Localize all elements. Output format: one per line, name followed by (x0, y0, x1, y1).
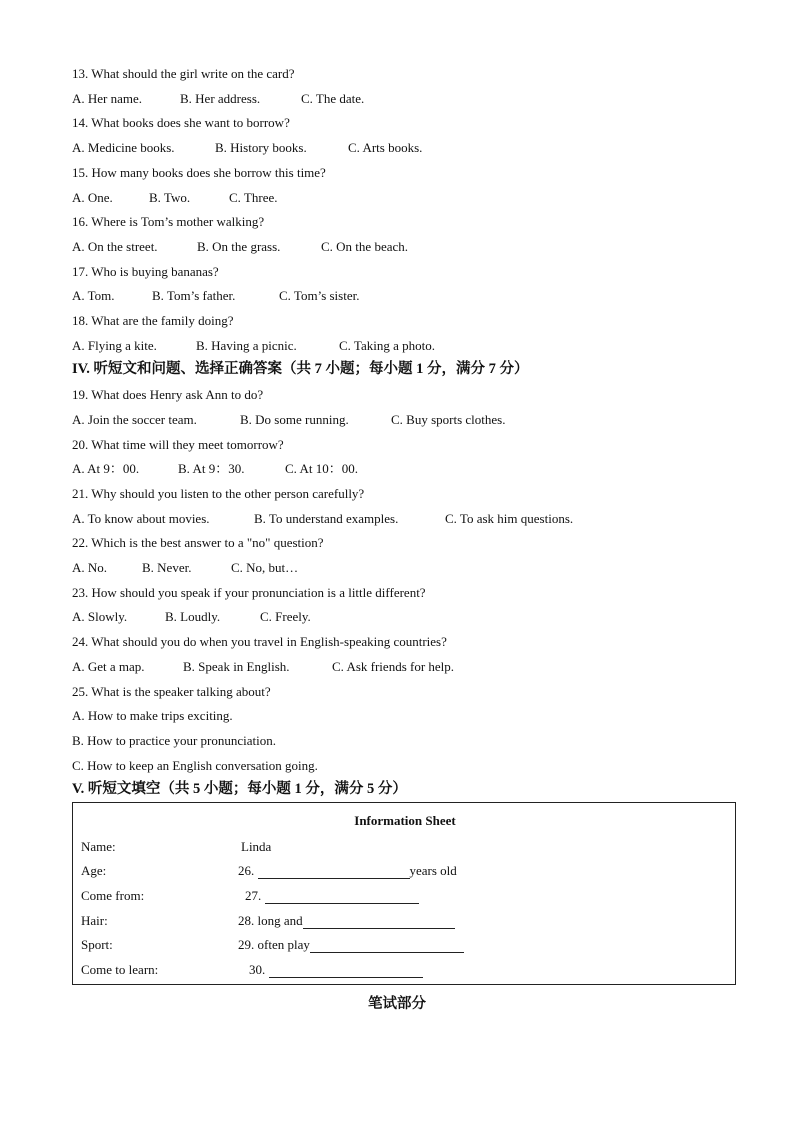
option-13c: C. The date. (301, 91, 365, 106)
question-13: 13. What should the girl write on the card? (72, 66, 295, 81)
question-20: 20. What time will they meet tomorrow? (72, 437, 284, 452)
option-17b: B. Tom’s father. (152, 288, 236, 303)
option-23b: B. Loudly. (165, 609, 221, 624)
blank-29[interactable] (310, 939, 464, 953)
option-19b: B. Do some running. (240, 412, 349, 427)
option-18c: C. Taking a photo. (339, 338, 435, 353)
sheet-label-come-from: Come from: (81, 888, 145, 903)
option-22b: B. Never. (142, 560, 192, 575)
option-23a: A. Slowly. (72, 609, 128, 624)
blank-27[interactable] (265, 890, 419, 904)
option-20a: A. At 9：00. (72, 461, 140, 476)
sheet-label-come-to-learn: Come to learn: (81, 962, 159, 977)
option-21a: A. To know about movies. (72, 511, 210, 526)
blank-30[interactable] (269, 964, 423, 978)
information-sheet-title: Information Sheet (354, 813, 456, 828)
question-22: 22. Which is the best answer to a "no" question? (72, 535, 324, 550)
option-17a: A. Tom. (72, 288, 115, 303)
option-20b: B. At 9：30. (178, 461, 245, 476)
section-5-heading: V. 听短文填空（共 5 小题；每小题 1 分，满分 5 分） (72, 781, 407, 797)
sheet-row-age (81, 863, 721, 879)
sheet-value-come-to-learn (249, 962, 423, 978)
blank-26-suffix: years old (409, 863, 457, 878)
option-23c: C. Freely. (260, 609, 311, 624)
sheet-value-hair (238, 913, 455, 929)
option-24b: B. Speak in English. (183, 659, 290, 674)
option-25b: B. How to practice your pronunciation. (72, 733, 276, 748)
blank-28[interactable] (303, 915, 455, 929)
question-14: 14. What books does she want to borrow? (72, 115, 290, 130)
option-18a: A. Flying a kite. (72, 338, 157, 353)
sheet-label-sport: Sport: (81, 937, 113, 952)
option-14a: A. Medicine books. (72, 140, 175, 155)
sheet-value-come-from (245, 888, 419, 904)
option-14c: C. Arts books. (348, 140, 423, 155)
question-17: 17. Who is buying bananas? (72, 264, 219, 279)
option-15b: B. Two. (149, 190, 191, 205)
sheet-row-name (81, 839, 721, 855)
option-16c: C. On the beach. (321, 239, 409, 254)
section-4-heading: IV. 听短文和问题、选择正确答案（共 7 小题；每小题 1 分，满分 7 分） (72, 361, 529, 377)
option-13b: B. Her address. (180, 91, 261, 106)
option-22a: A. No. (72, 560, 108, 575)
sheet-value-sport (238, 937, 464, 953)
option-21c: C. To ask him questions. (445, 511, 574, 526)
option-16a: A. On the street. (72, 239, 158, 254)
sheet-row-sport (81, 937, 721, 953)
written-part-heading: 笔试部分 (368, 996, 426, 1012)
question-16: 16. Where is Tom’s mother walking? (72, 214, 265, 229)
blank-27-number: 27. (245, 888, 265, 903)
blank-30-number: 30. (249, 962, 269, 977)
option-13a: A. Her name. (72, 91, 143, 106)
question-18: 18. What are the family doing? (72, 313, 234, 328)
option-25a: A. How to make trips exciting. (72, 708, 233, 723)
option-24a: A. Get a map. (72, 659, 145, 674)
option-15a: A. One. (72, 190, 113, 205)
information-sheet (72, 802, 736, 985)
sheet-label-age: Age: (81, 863, 107, 878)
option-19c: C. Buy sports clothes. (391, 412, 506, 427)
option-21b: B. To understand examples. (254, 511, 399, 526)
option-14b: B. History books. (215, 140, 307, 155)
blank-26[interactable] (258, 865, 410, 879)
question-15: 15. How many books does she borrow this time? (72, 165, 326, 180)
question-19: 19. What does Henry ask Ann to do? (72, 387, 264, 402)
question-25: 25. What is the speaker talking about? (72, 684, 271, 699)
sheet-row-come-from (81, 888, 721, 904)
option-24c: C. Ask friends for help. (332, 659, 455, 674)
sheet-value-name: Linda (241, 839, 272, 854)
sheet-row-hair (81, 913, 721, 929)
question-21: 21. Why should you listen to the other person carefully? (72, 486, 365, 501)
question-24: 24. What should you do when you travel in English-speaking countries? (72, 634, 447, 649)
blank-26-number: 26. (238, 863, 258, 878)
blank-29-prefix: 29. often play (238, 937, 310, 952)
option-15c: C. Three. (229, 190, 278, 205)
option-25c: C. How to keep an English conversation going. (72, 758, 318, 773)
option-18b: B. Having a picnic. (196, 338, 297, 353)
question-23: 23. How should you speak if your pronunciation is a little different? (72, 585, 426, 600)
option-16b: B. On the grass. (197, 239, 281, 254)
option-22c: C. No, but… (231, 560, 299, 575)
sheet-value-age (238, 863, 457, 879)
option-17c: C. Tom’s sister. (279, 288, 360, 303)
sheet-row-come-to-learn (81, 962, 721, 978)
blank-28-prefix: 28. long and (238, 913, 303, 928)
option-19a: A. Join the soccer team. (72, 412, 197, 427)
sheet-label-name: Name: (81, 839, 116, 854)
option-20c: C. At 10：00. (285, 461, 358, 476)
sheet-label-hair: Hair: (81, 913, 108, 928)
